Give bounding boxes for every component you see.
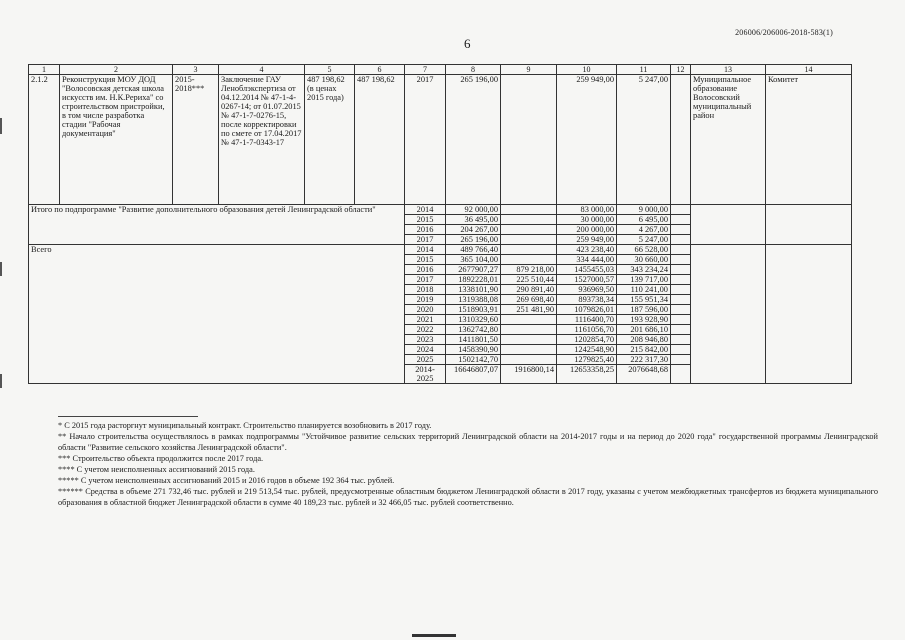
regional-cell: 259 949,00 bbox=[557, 235, 617, 245]
object-regional: 259 949,00 bbox=[557, 75, 617, 205]
object-other bbox=[671, 75, 691, 205]
local-cell: 139 717,00 bbox=[617, 275, 671, 285]
regional-cell: 1242548,90 bbox=[557, 345, 617, 355]
scan-edge-mark bbox=[0, 374, 2, 388]
year-cell: 2023 bbox=[405, 335, 446, 345]
federal-cell bbox=[501, 355, 557, 365]
year-cell: 2016 bbox=[405, 265, 446, 275]
federal-cell bbox=[501, 215, 557, 225]
regional-cell: 83 000,00 bbox=[557, 205, 617, 215]
total-cell: 1338101,90 bbox=[446, 285, 501, 295]
col-number: 1 bbox=[29, 65, 60, 75]
total-cell: 1458390,90 bbox=[446, 345, 501, 355]
other-cell bbox=[671, 235, 691, 245]
other-cell bbox=[671, 355, 691, 365]
total-cell: 489 766,40 bbox=[446, 245, 501, 255]
local-cell: 66 528,00 bbox=[617, 245, 671, 255]
empty-executor-cell bbox=[766, 245, 852, 384]
program-table bbox=[28, 64, 852, 384]
footnotes bbox=[58, 420, 878, 508]
footnote-rule bbox=[58, 416, 198, 417]
other-cell bbox=[671, 335, 691, 345]
local-cell: 193 928,90 bbox=[617, 315, 671, 325]
total-cell: 2677907,27 bbox=[446, 265, 501, 275]
other-cell bbox=[671, 295, 691, 305]
regional-cell: 1527000,57 bbox=[557, 275, 617, 285]
federal-cell: 269 698,40 bbox=[501, 295, 557, 305]
regional-cell: 12653358,25 bbox=[557, 365, 617, 384]
local-cell: 2076648,68 bbox=[617, 365, 671, 384]
footnote: ***** С учетом неисполненных ассигнований 2015 и 2016 годов в объеме 192 364 тыс. рублей. bbox=[58, 476, 395, 485]
total-cell: 204 267,00 bbox=[446, 225, 501, 235]
total-cell: 1892228,01 bbox=[446, 275, 501, 285]
local-cell: 208 946,80 bbox=[617, 335, 671, 345]
object-federal bbox=[501, 75, 557, 205]
year-cell: 2016 bbox=[405, 225, 446, 235]
footnote: ****** Средства в объеме 271 732,46 тыс. рублей и 219 513,54 тыс. рублей, предусмотренные областным бюджетом Ленинградской области в 2017 году, указаны с учетом межбюджетных трансфертов из бюджета муниципального образования в областной бюджет Ленинградской области в сумме 40 189,23 тыс. рублей и 32 466,05 тыс. рублей соответственно. bbox=[58, 487, 878, 507]
regional-cell: 30 000,00 bbox=[557, 215, 617, 225]
scan-bottom-mark bbox=[412, 634, 456, 637]
object-expertise: Заключение ГАУ Леноблэкспертиза от 04.12.2014 № 47-1-4-0267-14; от 01.07.2015 № 47-1-7-0276-15, после корректировки по смете от 17.04.2017 № 47-1-7-0343-17 bbox=[219, 75, 305, 205]
regional-cell: 1455455,03 bbox=[557, 265, 617, 275]
local-cell: 6 495,00 bbox=[617, 215, 671, 225]
local-cell: 4 267,00 bbox=[617, 225, 671, 235]
year-cell: 2019 bbox=[405, 295, 446, 305]
year-cell: 2025 bbox=[405, 355, 446, 365]
col-number: 3 bbox=[173, 65, 219, 75]
regional-cell: 1161056,70 bbox=[557, 325, 617, 335]
other-cell bbox=[671, 205, 691, 215]
local-cell: 187 596,00 bbox=[617, 305, 671, 315]
federal-cell: 225 510,44 bbox=[501, 275, 557, 285]
total-cell: 36 495,00 bbox=[446, 215, 501, 225]
col-number: 8 bbox=[446, 65, 501, 75]
total-cell: 265 196,00 bbox=[446, 235, 501, 245]
object-year: 2017 bbox=[405, 75, 446, 205]
federal-cell bbox=[501, 325, 557, 335]
col-number: 5 bbox=[305, 65, 355, 75]
total-cell: 1310329,60 bbox=[446, 315, 501, 325]
regional-cell: 893738,34 bbox=[557, 295, 617, 305]
local-cell: 343 234,24 bbox=[617, 265, 671, 275]
object-local: 5 247,00 bbox=[617, 75, 671, 205]
federal-cell bbox=[501, 315, 557, 325]
object-customer: Муниципальное образование Волосовский муниципальный район bbox=[691, 75, 766, 205]
total-cell: 1362742,80 bbox=[446, 325, 501, 335]
column-number-row bbox=[29, 65, 852, 75]
object-cost: 487 198,62 (в ценах 2015 года) bbox=[305, 75, 355, 205]
other-cell bbox=[671, 325, 691, 335]
year-cell: 2020 bbox=[405, 305, 446, 315]
federal-cell bbox=[501, 255, 557, 265]
col-number: 7 bbox=[405, 65, 446, 75]
other-cell bbox=[671, 215, 691, 225]
other-cell bbox=[671, 225, 691, 235]
table-body bbox=[29, 65, 852, 384]
other-cell bbox=[671, 315, 691, 325]
total-cell: 16646807,07 bbox=[446, 365, 501, 384]
regional-cell: 1079826,01 bbox=[557, 305, 617, 315]
grand-total-row bbox=[29, 245, 852, 255]
object-executor: Комитет bbox=[766, 75, 852, 205]
year-cell: 2014 bbox=[405, 205, 446, 215]
federal-cell: 879 218,00 bbox=[501, 265, 557, 275]
regional-cell: 334 444,00 bbox=[557, 255, 617, 265]
scan-edge-mark bbox=[0, 262, 2, 276]
total-cell: 92 000,00 bbox=[446, 205, 501, 215]
local-cell: 110 241,00 bbox=[617, 285, 671, 295]
other-cell bbox=[671, 285, 691, 295]
year-cell: 2024 bbox=[405, 345, 446, 355]
col-number: 13 bbox=[691, 65, 766, 75]
col-number: 9 bbox=[501, 65, 557, 75]
scan-edge-mark bbox=[0, 118, 2, 134]
regional-cell: 1202854,70 bbox=[557, 335, 617, 345]
year-cell: 2015 bbox=[405, 215, 446, 225]
object-code: 2.1.2 bbox=[29, 75, 60, 205]
col-number: 2 bbox=[60, 65, 173, 75]
year-cell: 2015 bbox=[405, 255, 446, 265]
col-number: 4 bbox=[219, 65, 305, 75]
total-cell: 1411801,50 bbox=[446, 335, 501, 345]
year-cell: 2017 bbox=[405, 235, 446, 245]
other-cell bbox=[671, 255, 691, 265]
local-cell: 30 660,00 bbox=[617, 255, 671, 265]
regional-cell: 423 238,40 bbox=[557, 245, 617, 255]
footnote: *** Строительство объекта продолжится после 2017 года. bbox=[58, 454, 264, 463]
federal-cell bbox=[501, 245, 557, 255]
year-cell: 2014- 2025 bbox=[405, 365, 446, 384]
year-cell: 2021 bbox=[405, 315, 446, 325]
year-cell: 2018 bbox=[405, 285, 446, 295]
federal-cell bbox=[501, 225, 557, 235]
federal-cell bbox=[501, 335, 557, 345]
local-cell: 155 951,34 bbox=[617, 295, 671, 305]
regional-cell: 936969,50 bbox=[557, 285, 617, 295]
federal-cell bbox=[501, 205, 557, 215]
federal-cell bbox=[501, 345, 557, 355]
object-period: 2015-2018*** bbox=[173, 75, 219, 205]
grand-total-label: Всего bbox=[29, 245, 405, 384]
local-cell: 9 000,00 bbox=[617, 205, 671, 215]
local-cell: 201 686,10 bbox=[617, 325, 671, 335]
subtotal-row bbox=[29, 205, 852, 215]
col-number: 11 bbox=[617, 65, 671, 75]
col-number: 6 bbox=[355, 65, 405, 75]
object-name: Реконструкция МОУ ДОД "Волосовская детская школа искусств им. Н.К.Рериха" со строительством пристройки, в том числе разработка стадии "Рабочая документация" bbox=[60, 75, 173, 205]
local-cell: 222 317,30 bbox=[617, 355, 671, 365]
object-col6: 487 198,62 bbox=[355, 75, 405, 205]
federal-cell: 251 481,90 bbox=[501, 305, 557, 315]
total-cell: 1502142,70 bbox=[446, 355, 501, 365]
col-number: 12 bbox=[671, 65, 691, 75]
other-cell bbox=[671, 305, 691, 315]
federal-cell: 1916800,14 bbox=[501, 365, 557, 384]
page-number: 6 bbox=[464, 36, 471, 51]
year-cell: 2022 bbox=[405, 325, 446, 335]
regional-cell: 200 000,00 bbox=[557, 225, 617, 235]
footnote: **** С учетом неисполненных ассигнований 2015 года. bbox=[58, 465, 255, 474]
other-cell bbox=[671, 245, 691, 255]
subtotal-label: Итого по подпрограмме "Развитие дополнительного образования детей Ленинградской области" bbox=[29, 205, 405, 245]
federal-cell: 290 891,40 bbox=[501, 285, 557, 295]
empty-customer-cell bbox=[691, 205, 766, 245]
other-cell bbox=[671, 345, 691, 355]
empty-customer-cell bbox=[691, 245, 766, 384]
local-cell: 5 247,00 bbox=[617, 235, 671, 245]
federal-cell bbox=[501, 235, 557, 245]
regional-cell: 1279825,40 bbox=[557, 355, 617, 365]
empty-executor-cell bbox=[766, 205, 852, 245]
footnote: ** Начало строительства осуществлялось в рамках подпрограммы "Устойчивое развитие сельских территорий Ленинградской области на 2014-2017 годы и на период до 2020 года" государственной программы Ленинградской области "Развитие сельского хозяйства Ленинградской области". bbox=[58, 432, 878, 452]
regional-cell: 1116400,70 bbox=[557, 315, 617, 325]
other-cell bbox=[671, 365, 691, 384]
total-cell: 1518903,91 bbox=[446, 305, 501, 315]
year-cell: 2017 bbox=[405, 275, 446, 285]
other-cell bbox=[671, 265, 691, 275]
other-cell bbox=[671, 275, 691, 285]
total-cell: 1319388,08 bbox=[446, 295, 501, 305]
footnote: * С 2015 года расторгнут муниципальный контракт. Строительство планируется возобновить в 2017 году. bbox=[58, 421, 432, 430]
local-cell: 215 842,00 bbox=[617, 345, 671, 355]
year-cell: 2014 bbox=[405, 245, 446, 255]
document-id: 206006/206006-2018-583(1) bbox=[735, 28, 833, 37]
col-number: 10 bbox=[557, 65, 617, 75]
total-cell: 365 104,00 bbox=[446, 255, 501, 265]
object-row-2-1-2 bbox=[29, 75, 852, 205]
object-total: 265 196,00 bbox=[446, 75, 501, 205]
col-number: 14 bbox=[766, 65, 852, 75]
